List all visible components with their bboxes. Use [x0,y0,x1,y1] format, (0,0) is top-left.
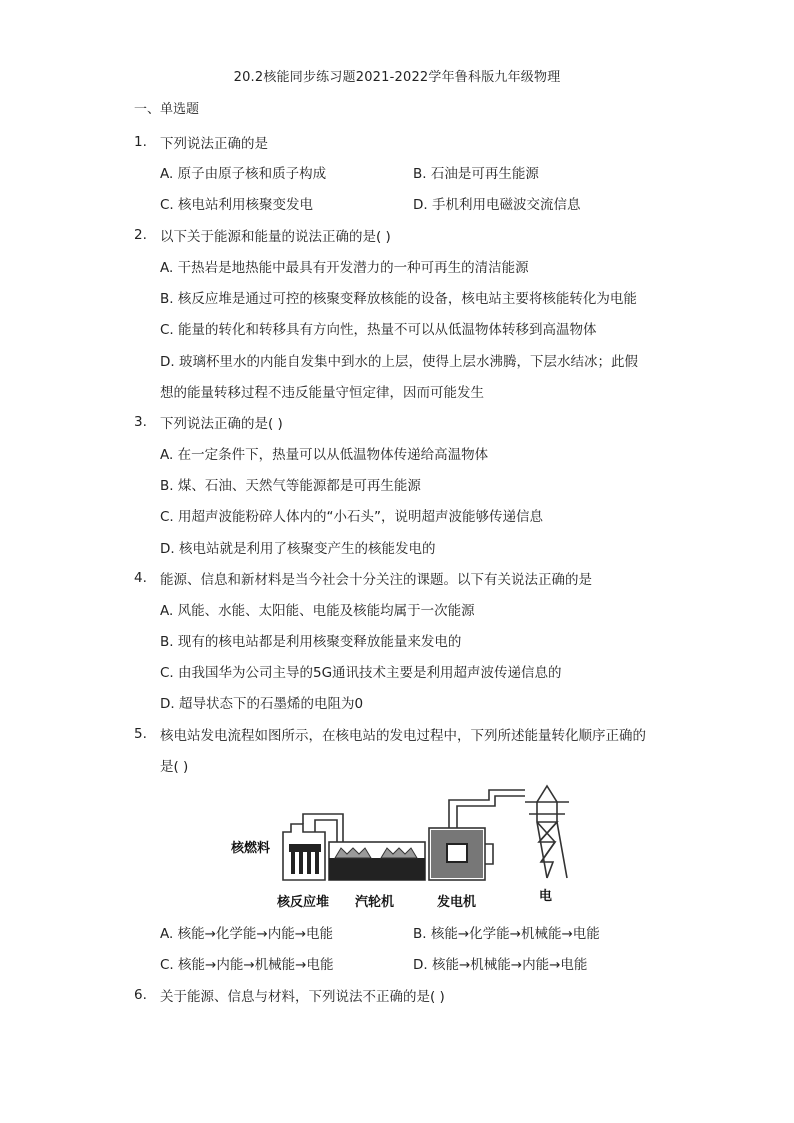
label-electricity: 电 [539,889,553,904]
question-1-option-c: C. 核电站利用核聚变发电 [160,197,314,213]
question-4-option-a: A. 风能、水能、太阳能、电能及核能均属于一次能源 [160,603,475,619]
question-2-option-d: D. 玻璃杯里水的内能自发集中到水的上层，使得上层水沸腾，下层水结冰；此假 [160,354,638,370]
question-4-option-d: D. 超导状态下的石墨烯的电阻为0 [160,696,364,712]
question-5-option-d: D. 核能→机械能→内能→电能 [413,957,588,973]
question-4-stem: 能源、信息和新材料是当今社会十分关注的课题。以下有关说法正确的是 [160,572,592,588]
question-3-stem: 下列说法正确的是( ) [160,416,283,432]
question-2-option-b: B. 核反应堆是通过可控的核聚变释放核能的设备，核电站主要将核能转化为电能 [160,291,637,307]
question-1-option-b: B. 石油是可再生能源 [413,166,539,182]
question-1-stem: 下列说法正确的是 [160,136,268,152]
question-5-number: 5. [134,726,147,742]
question-5-option-a: A. 核能→化学能→内能→电能 [160,926,334,942]
question-3-option-c: C. 用超声波能粉碎人体内的“小石头”，说明超声波能够传递信息 [160,509,543,525]
question-4-option-b: B. 现有的核电站都是利用核聚变释放能量来发电的 [160,634,462,650]
question-2-option-c: C. 能量的转化和转移具有方向性，热量不可以从低温物体转移到高温物体 [160,322,597,338]
question-5-option-b: B. 核能→化学能→机械能→电能 [413,926,600,942]
label-reactor: 核反应堆 [277,895,330,910]
label-generator: 发电机 [437,895,477,910]
label-turbine: 汽轮机 [355,895,395,910]
question-3-number: 3. [134,414,147,430]
page-title: 20.2核能同步练习题2021-2022学年鲁科版九年级物理 [233,70,561,85]
question-1-option-d: D. 手机利用电磁波交流信息 [413,197,581,213]
question-5-option-c: C. 核能→内能→机械能→电能 [160,957,334,973]
question-5-stem-continued: 是( ) [160,759,189,775]
label-nuclear-fuel: 核燃料 [231,841,271,856]
question-2-number: 2. [134,227,147,243]
question-2-option-a: A. 干热岩是地热能中最具有开发潜力的一种可再生的清洁能源 [160,260,529,276]
question-3-option-b: B. 煤、石油、天然气等能源都是可再生能源 [160,478,421,494]
nuclear-power-diagram [225,782,585,914]
section-heading: 一、单选题 [134,102,200,117]
question-3-option-a: A. 在一定条件下，热量可以从低温物体传递给高温物体 [160,447,489,463]
question-6-stem: 关于能源、信息与材料，下列说法不正确的是( ) [160,989,445,1005]
question-4-option-c: C. 由我国华为公司主导的5G通讯技术主要是利用超声波传递信息的 [160,665,562,681]
question-4-number: 4. [134,570,147,586]
question-2-option-d-continued: 想的能量转移过程不违反能量守恒定律，因而可能发生 [160,385,484,401]
question-6-number: 6. [134,987,147,1003]
question-2-stem: 以下关于能源和能量的说法正确的是( ) [160,229,391,245]
question-1-option-a: A. 原子由原子核和质子构成 [160,166,327,182]
question-3-option-d: D. 核电站就是利用了核聚变产生的核能发电的 [160,541,436,557]
question-5-stem: 核电站发电流程如图所示，在核电站的发电过程中，下列所述能量转化顺序正确的 [160,728,646,744]
question-1-number: 1. [134,134,147,150]
